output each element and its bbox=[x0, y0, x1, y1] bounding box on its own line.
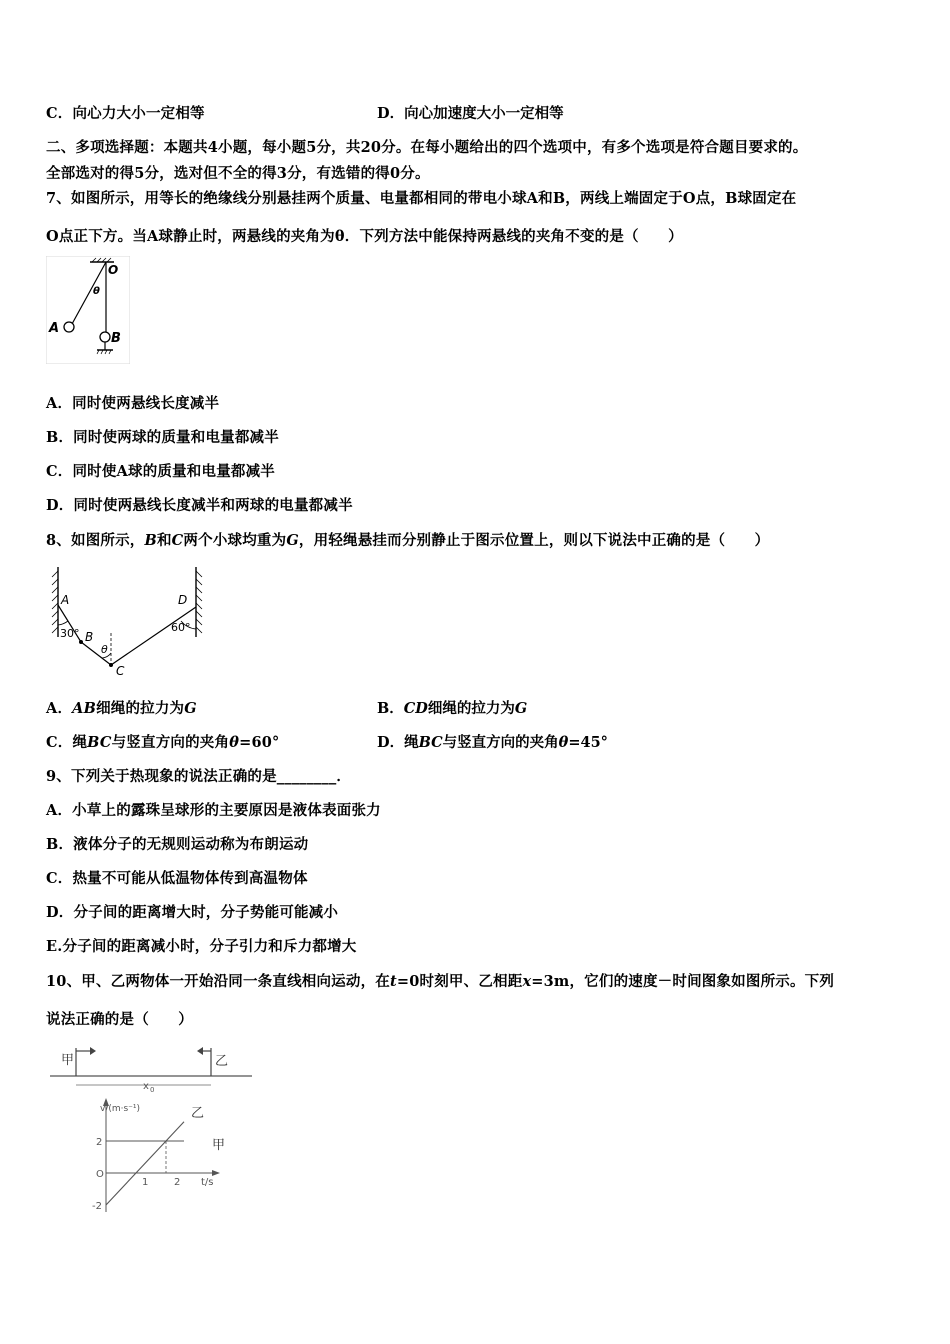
q10-scene-figure bbox=[46, 1042, 256, 1094]
q8-ball-b bbox=[79, 640, 83, 644]
q8-stem bbox=[46, 529, 769, 550]
q8-figure bbox=[46, 563, 211, 681]
q7-ball-a bbox=[64, 322, 74, 332]
q8-label-b: B bbox=[85, 630, 94, 644]
q8-right-wall-hatch bbox=[196, 571, 202, 633]
q8-option-c-prefix: C．绳 bbox=[46, 734, 88, 751]
q8-option-c-text: 与竖直方向的夹角 bbox=[111, 734, 230, 751]
q8-stem-b: B bbox=[144, 532, 157, 549]
q8-option-b bbox=[377, 697, 527, 718]
q9-stem: 9、下列关于热现象的说法正确的是________． bbox=[46, 768, 352, 785]
q8-stem-post: ，用轻绳悬挂而分别静止于图示位置上，则以下说法中正确的是（ ） bbox=[298, 532, 770, 549]
q10-x-axis-arrow bbox=[212, 1170, 220, 1176]
q7-label-theta: θ bbox=[93, 286, 100, 297]
q7-ball-b bbox=[100, 332, 110, 342]
q8-option-c-theta: θ bbox=[229, 734, 240, 751]
q7-option-a: A．同时使两悬线长度减半 bbox=[46, 395, 220, 412]
q8-option-d-theta: θ bbox=[558, 734, 569, 751]
q8-stem-mid: 两个小球均重为 bbox=[183, 532, 287, 549]
q8-label-d: D bbox=[178, 593, 188, 607]
q6-option-c: C．向心力大小一定相等 bbox=[46, 105, 205, 122]
q9-option-b: B．液体分子的无规则运动称为布朗运动 bbox=[46, 836, 309, 853]
q10-series-yi-line bbox=[106, 1122, 184, 1205]
q8-option-b-prefix: B． bbox=[377, 700, 404, 717]
q8-label-theta: θ bbox=[101, 643, 108, 656]
q8-option-a-var: AB bbox=[72, 700, 97, 717]
q8-option-d bbox=[377, 731, 608, 752]
q10-stem-line2: 说法正确的是（ ） bbox=[46, 1011, 193, 1028]
q8-option-b-g: G bbox=[514, 700, 528, 717]
q7-stem-line2: O点正下方。当A球静止时，两悬线的夹角为θ．下列方法中能保持两悬线的夹角不变的是（ ） bbox=[46, 228, 683, 245]
q10-x-axis-label: t/s bbox=[201, 1177, 214, 1188]
q10-stem-t: t bbox=[389, 973, 397, 990]
q7-option-c: C．同时使A球的质量和电量都减半 bbox=[46, 463, 275, 480]
section2-line2: 全部选对的得5分，选对但不全的得3分，有选错的得0分。 bbox=[46, 165, 430, 182]
q10-stem-post: =3m，它们的速度－时间图象如图所示。下列 bbox=[531, 973, 835, 990]
q8-option-a-prefix: A． bbox=[46, 700, 73, 717]
q8-option-d-text: 与竖直方向的夹角 bbox=[442, 734, 559, 751]
q10-series-yi-label: 乙 bbox=[191, 1106, 205, 1121]
q7-label-a: A bbox=[49, 321, 60, 336]
section2-line1: 二、多项选择题：本题共4小题，每小题5分，共20分。在每小题给出的四个选项中，有多个选项是符合题目要求的。 bbox=[46, 139, 808, 156]
q9-option-a: A．小草上的露珠呈球形的主要原因是液体表面张力 bbox=[46, 802, 381, 819]
q8-rope-cd bbox=[111, 607, 196, 665]
q10-stem-pre: 10、甲、乙两物体一开始沿同一条直线相向运动，在 bbox=[46, 973, 390, 990]
q8-option-b-var: CD bbox=[403, 700, 428, 717]
q8-stem-and: 和 bbox=[156, 532, 172, 549]
q8-left-wall-hatch bbox=[52, 571, 58, 633]
q8-stem-g: G bbox=[286, 532, 299, 549]
q7-string-a bbox=[72, 262, 106, 324]
q8-option-a-text: 细绳的拉力为 bbox=[96, 700, 185, 717]
q10-label-yi: 乙 bbox=[215, 1054, 229, 1069]
q10-tick-y-2: 2 bbox=[96, 1137, 103, 1148]
q10-vt-chart bbox=[88, 1094, 238, 1224]
q8-option-d-value: =45° bbox=[568, 734, 608, 751]
q10-tick-y-neg2: -2 bbox=[92, 1201, 102, 1212]
q10-tick-x-1: 1 bbox=[142, 1177, 149, 1188]
q10-tick-y-origin: O bbox=[96, 1169, 104, 1180]
q9-option-e: E.分子间的距离减小时，分子引力和斥力都增大 bbox=[46, 938, 357, 955]
q8-option-b-text: 细绳的拉力为 bbox=[427, 700, 515, 717]
q10-label-x0: x bbox=[143, 1081, 149, 1092]
q10-series-jia-label: 甲 bbox=[212, 1138, 226, 1153]
q8-option-d-prefix: D．绳 bbox=[377, 734, 419, 751]
q7-label-b: B bbox=[111, 331, 121, 346]
q7-figure bbox=[46, 256, 130, 364]
q7-option-d: D．同时使两悬线长度减半和两球的电量都减半 bbox=[46, 497, 353, 514]
q10-tick-x-2: 2 bbox=[174, 1177, 181, 1188]
q10-y-axis-label: v/(m·s⁻¹) bbox=[100, 1104, 141, 1114]
q8-stem-pre: 8、如图所示， bbox=[46, 532, 145, 549]
q8-option-a-g: G bbox=[184, 700, 197, 717]
q8-option-a bbox=[46, 697, 197, 718]
q10-stem-line1 bbox=[46, 970, 834, 991]
q8-option-d-var: BC bbox=[418, 734, 443, 751]
q8-label-c: C bbox=[116, 664, 125, 678]
q8-ball-c bbox=[109, 663, 113, 667]
q10-yi-arrow-head bbox=[197, 1047, 203, 1055]
q9-option-d: D．分子间的距离增大时，分子势能可能减小 bbox=[46, 904, 339, 921]
q9-option-c: C．热量不可能从低温物体传到高温物体 bbox=[46, 870, 308, 887]
q10-stem-x: x bbox=[522, 973, 532, 990]
q6-option-d: D．向心加速度大小一定相等 bbox=[377, 105, 564, 122]
q8-stem-c: C bbox=[171, 532, 184, 549]
q8-option-c-var: BC bbox=[87, 734, 112, 751]
q8-option-c bbox=[46, 731, 279, 752]
q8-option-c-value: =60° bbox=[239, 734, 280, 751]
q7-option-b: B．同时使两球的质量和电量都减半 bbox=[46, 429, 279, 446]
q8-angle-left: 30° bbox=[60, 627, 80, 640]
q7-stem-line1: 7、如图所示，用等长的绝缘线分别悬挂两个质量、电量都相同的带电小球A和B，两线上端固定于O点，B球固定在 bbox=[46, 190, 797, 207]
q10-label-jia: 甲 bbox=[61, 1053, 75, 1068]
q8-angle-arc-left bbox=[58, 621, 68, 625]
q8-label-a: A bbox=[61, 593, 70, 607]
q8-angle-right: 60° bbox=[171, 621, 191, 634]
q10-stem-mid: =0时刻甲、乙相距 bbox=[396, 973, 523, 990]
q7-label-o: O bbox=[108, 263, 119, 277]
q10-jia-arrow-head bbox=[90, 1047, 96, 1055]
q10-label-x0-sub: 0 bbox=[150, 1086, 155, 1094]
